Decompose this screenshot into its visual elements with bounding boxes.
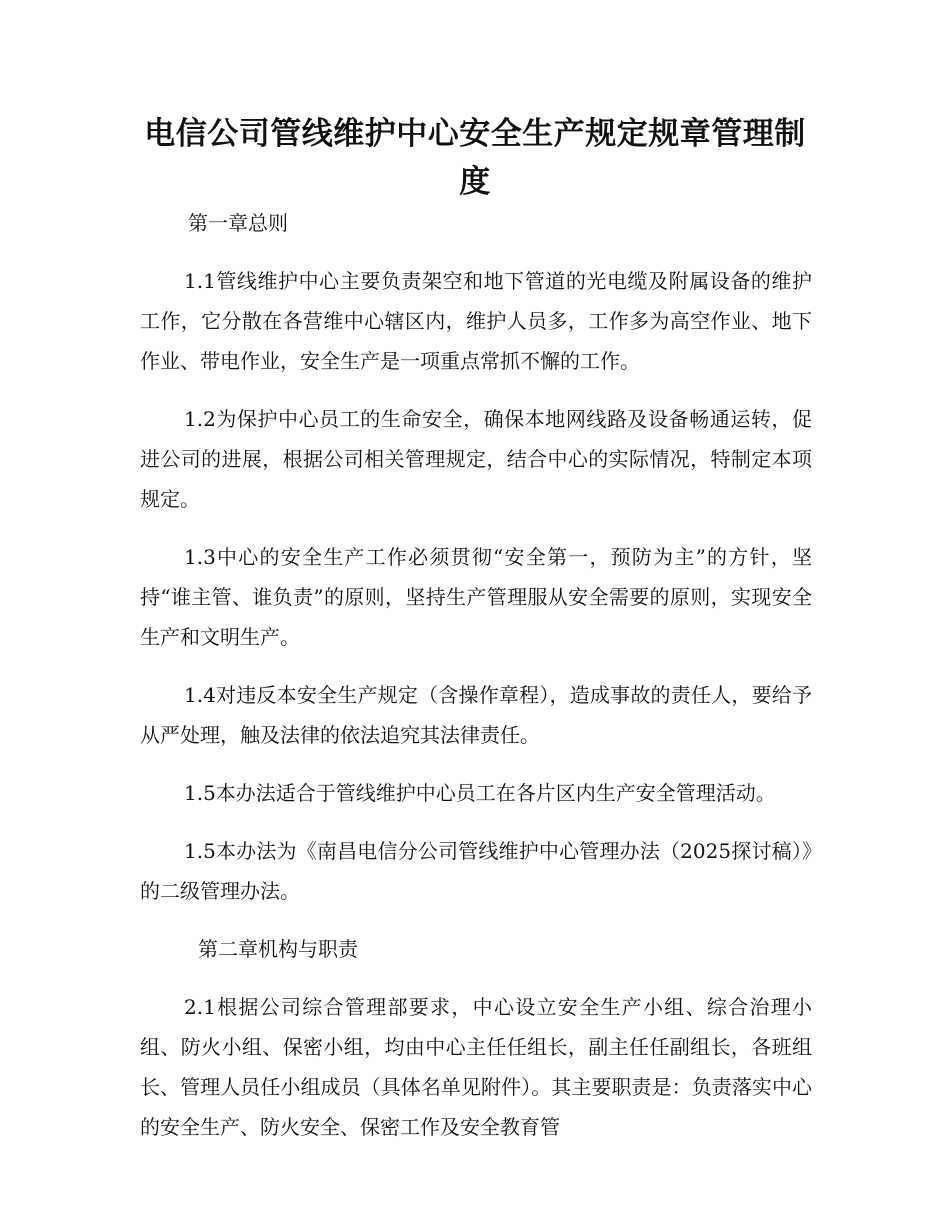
chapter-2-heading: 第二章机构与职责 [198,937,358,961]
document-title: 电信公司管线维护中心安全生产规定规章管理制度 [144,116,806,200]
paragraph-1-1: 1.1管线维护中心主要负责架空和地下管道的光电缆及附属设备的维护工作，它分散在各营维中心辖区内，维护人员多，工作多为高空作业、地下作业、带电作业，安全生产是一项重点常抓不懈的工作。 [140,269,812,373]
paragraph-1-3: 1.3中心的安全生产工作必须贯彻“安全第一，预防为主”的方针，坚持“谁主管、谁负责”的原则，坚持生产管理服从安全需要的原则，实现安全生产和文明生产。 [140,545,812,649]
paragraph-1-4: 1.4对违反本安全生产规定（含操作章程），造成事故的责任人，要给予从严处理，触及法律的依法追究其法律责任。 [140,683,812,747]
paragraph-1-5b: 1.5本办法为《南昌电信分公司管线维护中心管理办法（2025探讨稿）》的二级管理办法。 [140,839,812,903]
chapter-1-heading: 第一章总则 [188,211,288,235]
paragraph-2-1: 2.1根据公司综合管理部要求，中心设立安全生产小组、综合治理小组、防火小组、保密小组，均由中心主任任组长，副主任任副组长，各班组长、管理人员任小组成员（具体名单见附件）。其主要职责是：负责落实中心的安全生产、防火安全、保密工作及安全教育管 [140,995,812,1139]
paragraph-1-2: 1.2为保护中心员工的生命安全，确保本地网线路及设备畅通运转，促进公司的进展，根据公司相关管理规定，结合中心的实际情况，特制定本项规定。 [140,407,812,511]
document-body [140,203,812,1165]
paragraph-1-5: 1.5本办法适合于管线维护中心员工在各片区内生产安全管理活动。 [184,781,776,805]
